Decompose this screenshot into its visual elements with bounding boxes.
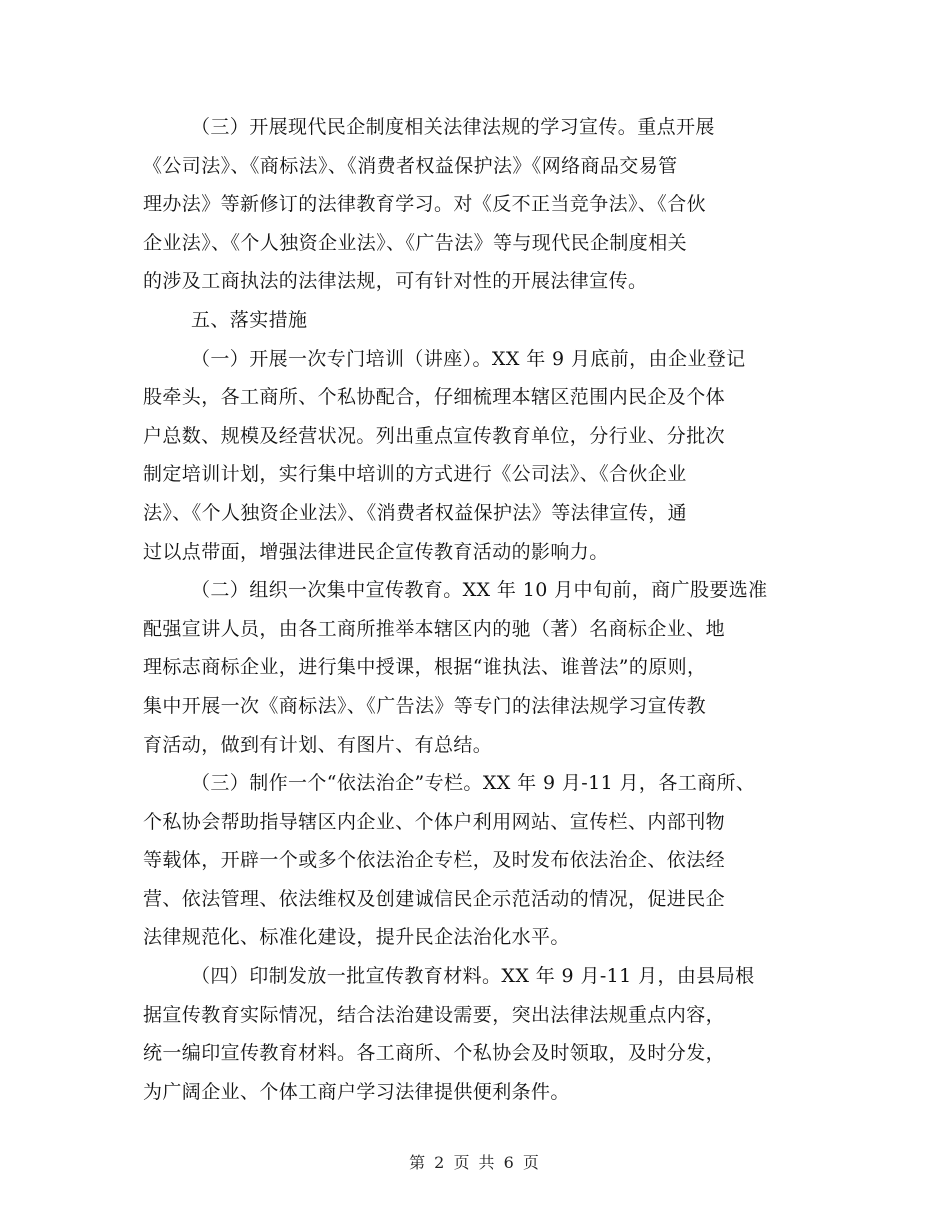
- measure-3-line-2: 个私协会帮助指导辖区内企业、个体户利用网站、宣传栏、内部刊物: [143, 810, 726, 833]
- paragraph-3-line-5: 的涉及工商执法的法律法规，可有针对性的开展法律宣传。: [143, 270, 648, 293]
- page-number-footer: 第 2 页 共 6 页: [409, 1153, 541, 1172]
- measure-2-line-3: 理标志商标企业，进行集中授课，根据“谁执法、谁普法”的原则，: [143, 656, 707, 679]
- measure-3-line-1: （三）制作一个“依法治企”专栏。XX 年 9 月-11 月，各工商所、: [191, 772, 756, 795]
- paragraph-3-line-4: 企业法》、《个人独资企业法》、《广告法》等与现代民企制度相关: [143, 231, 688, 254]
- measure-1-line-3: 户总数、规模及经营状况。列出重点宣传教育单位，分行业、分批次: [143, 424, 726, 447]
- measure-1-line-1: （一）开展一次专门培训（讲座）。XX 年 9 月底前，由企业登记: [191, 347, 746, 370]
- measure-4-line-2: 据宣传教育实际情况，结合法治建设需要，突出法律法规重点内容，: [143, 1003, 726, 1026]
- paragraph-3-line-2: 《公司法》、《商标法》、《消费者权益保护法》《网络商品交易管: [143, 154, 678, 177]
- paragraph-3-line-3: 理办法》等新修订的法律教育学习。对《反不正当竞争法》、《合伙: [143, 193, 707, 216]
- measure-2-line-2: 配强宣讲人员，由各工商所推举本辖区内的驰（著）名商标企业、地: [143, 617, 726, 640]
- measure-2-line-5: 育活动，做到有计划、有图片、有总结。: [143, 733, 493, 756]
- measure-1-line-5: 法》、《个人独资企业法》、《消费者权益保护法》等法律宣传，通: [143, 501, 688, 524]
- measure-1-line-2: 股牵头，各工商所、个私协配合，仔细梳理本辖区范围内民企及个体: [143, 386, 726, 409]
- measure-4-line-4: 为广阔企业、个体工商户学习法律提供便利条件。: [143, 1080, 570, 1103]
- measure-3-line-4: 营、依法管理、依法维权及创建诚信民企示范活动的情况，促进民企: [143, 887, 726, 910]
- measure-4-line-3: 统一编印宣传教育材料。各工商所、个私协会及时领取，及时分发，: [143, 1042, 726, 1065]
- measure-3-line-3: 等载体，开辟一个或多个依法治企专栏，及时发布依法治企、依法经: [143, 849, 726, 872]
- measure-2-line-4: 集中开展一次《商标法》、《广告法》等专门的法律法规学习宣传教: [143, 694, 707, 717]
- measure-2-line-1: （二）组织一次集中宣传教育。XX 年 10 月中旬前，商广股要选准: [191, 579, 768, 602]
- section-heading: 五、落实措施: [191, 308, 308, 331]
- measure-1-line-6: 过以点带面，增强法律进民企宣传教育活动的影响力。: [143, 540, 609, 563]
- document-body: [143, 108, 823, 1111]
- measure-3-line-5: 法律规范化、标准化建设，提升民企法治化水平。: [143, 926, 570, 949]
- paragraph-3-line-1: （三）开展现代民企制度相关法律法规的学习宣传。重点开展: [191, 116, 715, 138]
- measure-4-line-1: （四）印制发放一批宣传教育材料。XX 年 9 月-11 月，由县局根: [191, 965, 755, 988]
- measure-1-line-4: 制定培训计划，实行集中培训的方式进行《公司法》、《合伙企业: [143, 463, 687, 486]
